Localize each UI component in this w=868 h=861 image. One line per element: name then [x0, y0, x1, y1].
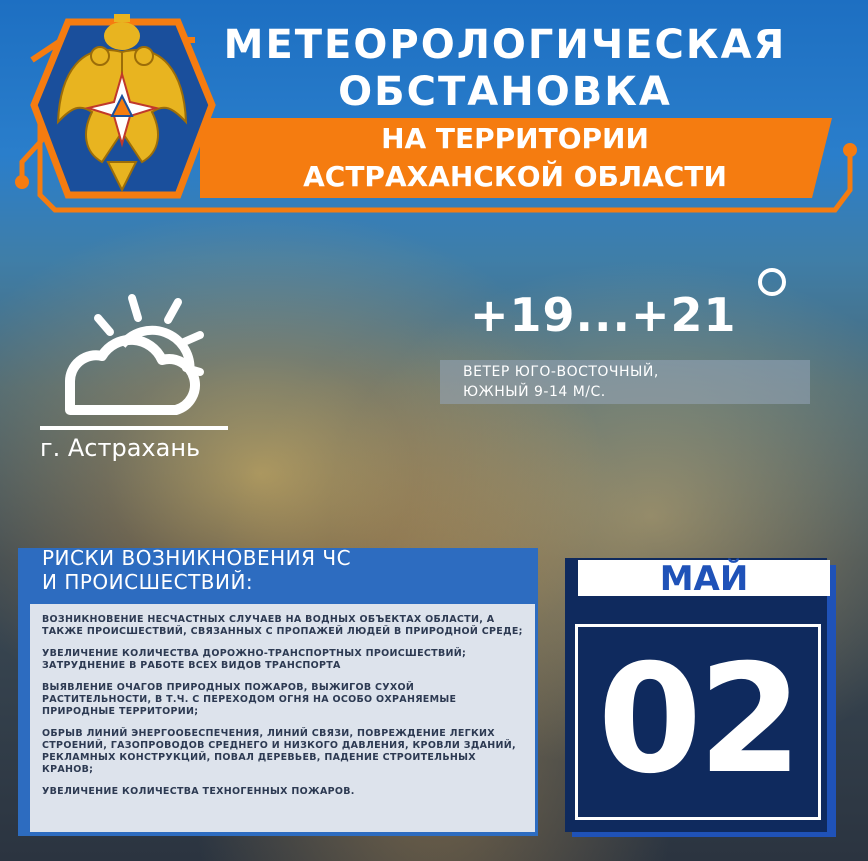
- partly-cloudy-icon: [50, 290, 220, 430]
- region-subtitle: [215, 120, 815, 200]
- list-item: УВЕЛИЧЕНИЕ КОЛИЧЕСТВА ТЕХНОГЕННЫХ ПОЖАРОВ.: [42, 786, 355, 797]
- wind-line1: ВЕТЕР ЮГО-ВОСТОЧНЫЙ,: [463, 364, 659, 380]
- subtitle-line2: АСТРАХАНСКОЙ ОБЛАСТИ: [303, 160, 727, 193]
- page-title-line1: МЕТЕОРОЛОГИЧЕСКАЯ: [223, 22, 787, 68]
- list-item: ОБРЫВ ЛИНИЙ ЭНЕРГООБЕСПЕЧЕНИЯ, ЛИНИЙ СВЯЗИ, ПОВРЕЖДЕНИЕ ЛЕГКИХ СТРОЕНИЙ, ГАЗОПРОВОДОВ СРЕДНЕГО И НИЗКОГО ДАВЛЕНИЯ, КРОВЛИ ЗДАНИЙ, РЕКЛАМНЫХ КОНСТРУКЦИЙ, ПОВАЛ ДЕРЕВЬЕВ, ПАДЕНИЕ СТРОИТЕЛЬНЫХ КРАНОВ;: [42, 728, 516, 775]
- emchs-eagle-emblem-icon: [52, 12, 192, 192]
- wind-info: [463, 362, 659, 402]
- risks-title-line2: И ПРОИСШЕСТВИЙ:: [42, 570, 254, 594]
- wind-line2: ЮЖНЫЙ 9-14 М/С.: [463, 384, 606, 400]
- day-number: 02: [597, 633, 799, 807]
- page-title-line2: ОБСТАНОВКА: [338, 69, 672, 115]
- list-item: ВЫЯВЛЕНИЕ ОЧАГОВ ПРИРОДНЫХ ПОЖАРОВ, ВЫЖИГОВ СУХОЙ РАСТИТЕЛЬНОСТИ, В Т.Ч. С ПЕРЕХОДОМ ОГНЯ НА ОСОБО ОХРАНЯЕМЫЕ ПРИРОДНЫЕ ТЕРРИТОРИИ;: [42, 682, 457, 717]
- list-item: УВЕЛИЧЕНИЕ КОЛИЧЕСТВА ДОРОЖНО-ТРАНСПОРТНЫХ ПРОИСШЕСТВИЙ; ЗАТРУДНЕНИЕ В РАБОТЕ ВСЕХ ВИДОВ ТРАНСПОРТА: [42, 648, 467, 671]
- list-item: ВОЗНИКНОВЕНИЕ НЕСЧАСТНЫХ СЛУЧАЕВ НА ВОДНЫХ ОБЪЕКТАХ ОБЛАСТИ, А ТАКЖЕ ПРОИСШЕСТВИЙ, СВЯЗАННЫХ С ПРОПАЖЕЙ ЛЮДЕЙ В ПРИРОДНОЙ СРЕДЕ;: [42, 614, 523, 637]
- city-divider: [40, 426, 228, 430]
- risks-list: [30, 604, 535, 832]
- risks-title: [42, 546, 351, 594]
- month-label: МАЙ: [578, 560, 830, 596]
- subtitle-line1: НА ТЕРРИТОРИИ: [381, 122, 649, 155]
- city-name: г. Астрахань: [40, 434, 201, 462]
- degree-icon: [758, 268, 786, 296]
- temperature-range: +19...+21: [470, 288, 737, 342]
- risks-title-line1: РИСКИ ВОЗНИКНОВЕНИЯ ЧС: [42, 546, 352, 570]
